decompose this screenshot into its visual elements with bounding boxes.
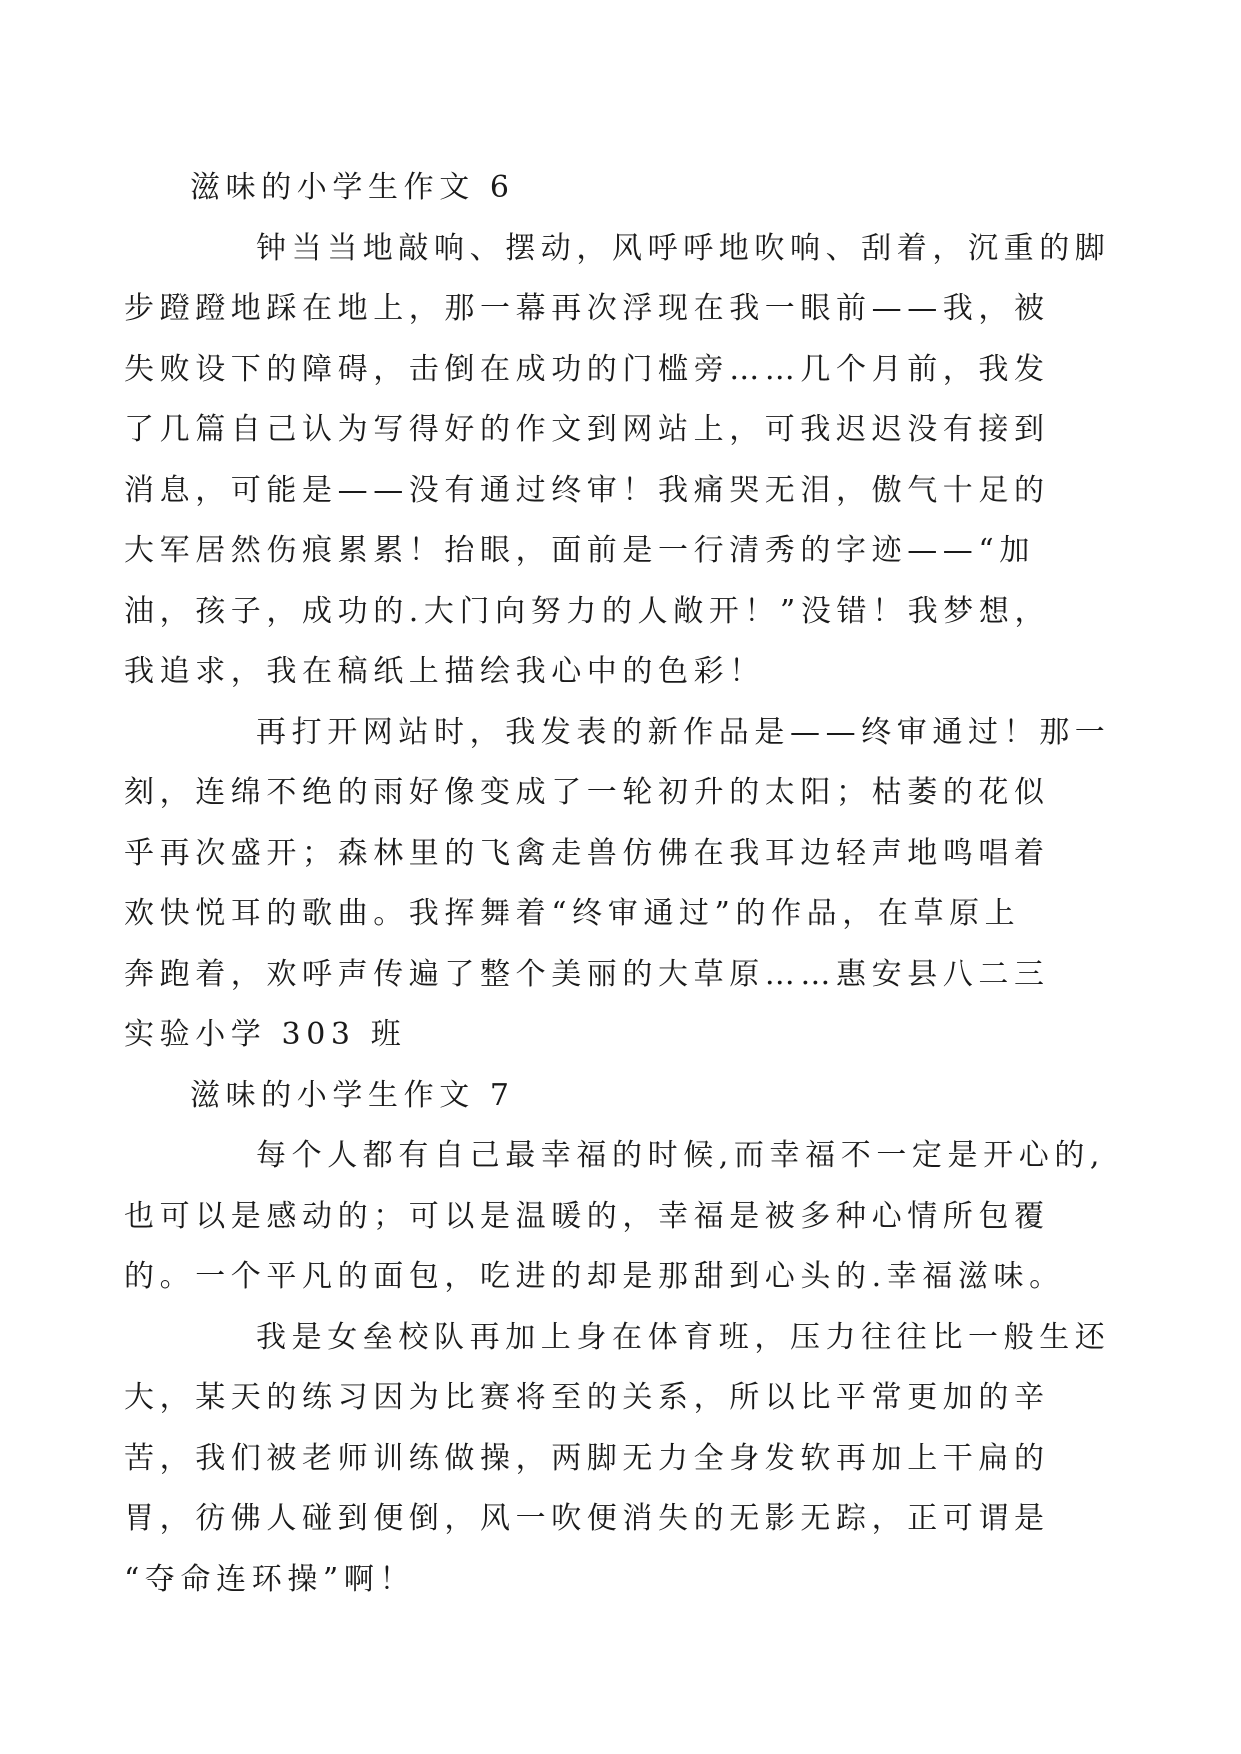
text-line: 我是女垒校队再加上身在体育班，压力往往比一般生还	[256, 1319, 1111, 1355]
paragraph	[124, 1126, 1106, 1308]
text-line: 刻，连绵不绝的雨好像变成了一轮初升的太阳；枯萎的花似	[124, 775, 1050, 810]
text-line: 步蹬蹬地踩在地上，那一幕再次浮现在我一眼前——我，被	[124, 291, 1050, 326]
text-line: 的。一个平凡的面包，吃进的却是那甜到心头的.幸福滋味。	[124, 1259, 1065, 1294]
paragraph	[124, 703, 1111, 1066]
text-line: 实验小学 303 班	[124, 1017, 407, 1052]
text-line: 油，孩子，成功的.大门向努力的人敞开！”没错！我梦想，	[124, 593, 1051, 629]
text-line: 奔跑着，欢呼声传遍了整个美丽的大草原……惠安县八二三	[124, 956, 1050, 992]
document-body	[124, 158, 1111, 1610]
text-line: 消息，可能是——没有通过终审！我痛哭无泪，傲气十足的	[124, 472, 1050, 508]
essay-title-7: 滋味的小学生作文 7	[190, 1077, 515, 1113]
text-line: 钟当当地敲响、摆动，风呼呼地吹响、刮着，沉重的脚	[256, 230, 1111, 266]
text-line: 也可以是感动的；可以是温暖的，幸福是被多种心情所包覆	[124, 1198, 1050, 1234]
text-line: 每个人都有自己最幸福的时候,而幸福不一定是开心的,	[256, 1138, 1106, 1173]
text-line: 我追求，我在稿纸上描绘我心中的色彩！	[124, 654, 765, 689]
text-line: 欢快悦耳的歌曲。我挥舞着“终审通过”的作品，在草原上	[124, 896, 1021, 931]
paragraph	[124, 1308, 1111, 1611]
text-line: 再打开网站时，我发表的新作品是——终审通过！那一	[256, 714, 1111, 750]
text-line: 胃，彷佛人碰到便倒，风一吹便消失的无影无踪，正可谓是	[124, 1501, 1050, 1536]
text-line: 大军居然伤痕累累！抬眼，面前是一行清秀的字迹——“加	[124, 533, 1035, 568]
paragraph	[124, 219, 1111, 703]
text-line: 乎再次盛开；森林里的飞禽走兽仿佛在我耳边轻声地鸣唱着	[124, 835, 1050, 871]
text-line: “夺命连环操”啊！	[124, 1561, 416, 1597]
essay-title-6: 滋味的小学生作文 6	[190, 170, 515, 205]
text-line: 苦，我们被老师训练做操，两脚无力全身发软再加上干扁的	[124, 1440, 1050, 1476]
text-line: 大，某天的练习因为比赛将至的关系，所以比平常更加的辛	[124, 1380, 1050, 1415]
text-line: 失败设下的障碍，击倒在成功的门槛旁……几个月前，我发	[124, 351, 1050, 387]
text-line: 了几篇自己认为写得好的作文到网站上，可我迟迟没有接到	[124, 412, 1050, 447]
